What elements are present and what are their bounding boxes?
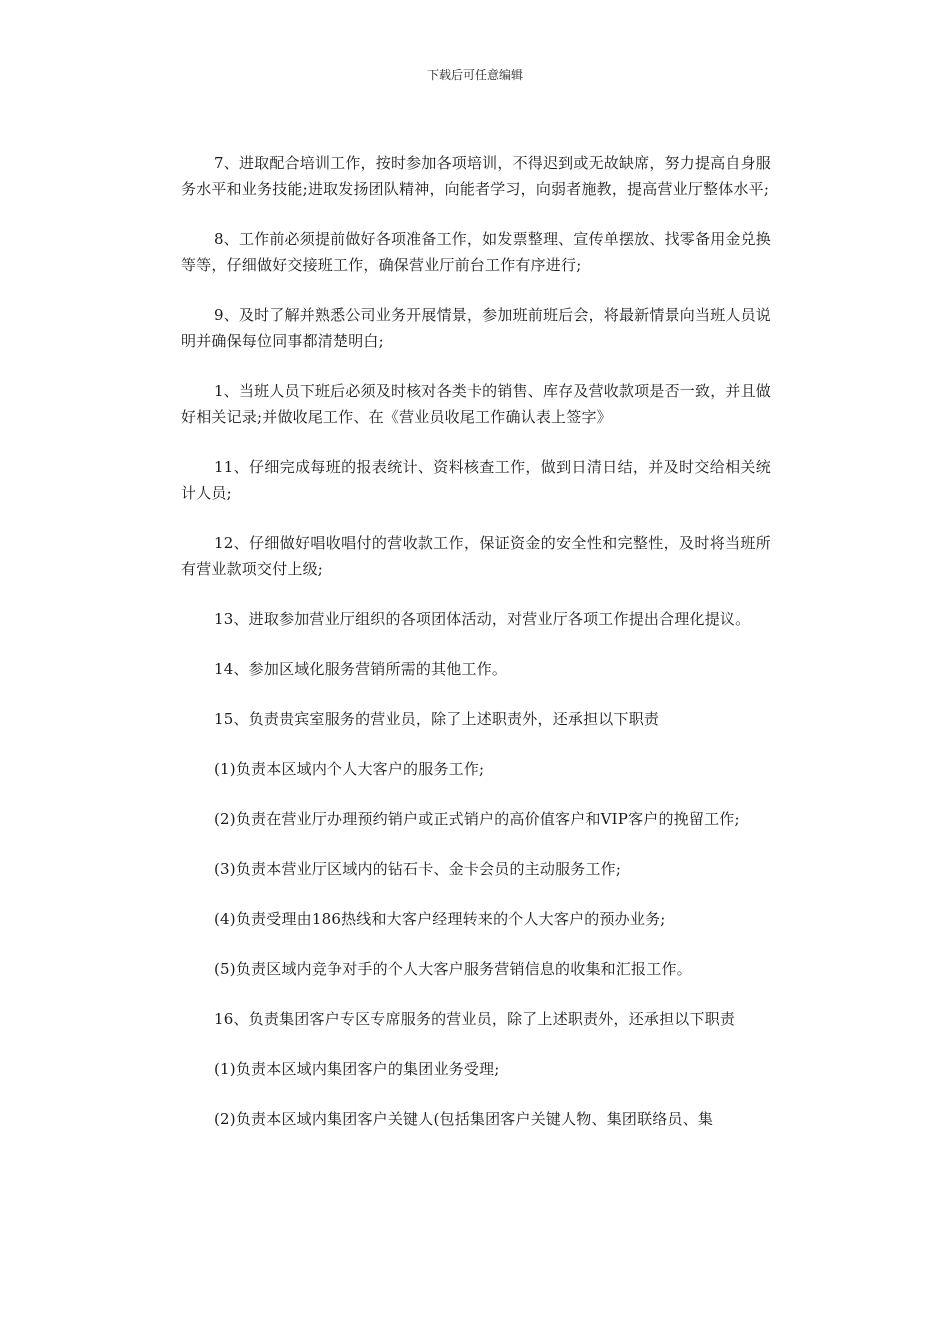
- sub-item-16-1: (1)负责本区域内集团客户的集团业务受理;: [214, 1060, 500, 1078]
- paragraph-item-7: 7、进取配合培训工作，按时参加各项培训，不得迟到或无故缺席，努力提高自身服务水平和业务技能;进取发扬团队精神，向能者学习，向弱者施教，提高营业厅整体水平;: [181, 154, 771, 198]
- sub-item-15-5: (5)负责区域内竞争对手的个人大客户服务营销信息的收集和汇报工作。: [214, 960, 692, 978]
- sub-item-15-2: (2)负责在营业厅办理预约销户或正式销户的高价值客户和VIP客户的挽留工作;: [214, 810, 740, 828]
- paragraph-item-15: 15、负责贵宾室服务的营业员，除了上述职责外，还承担以下职责: [214, 710, 660, 728]
- page-header: 下载后可任意编辑: [426, 68, 523, 82]
- paragraph-item-8: 8、工作前必须提前做好各项准备工作，如发票整理、宣传单摆放、找零备用金兑换等等，仔细做好交接班工作，确保营业厅前台工作有序进行;: [181, 230, 771, 274]
- sub-item-16-2: (2)负责本区域内集团客户关键人(包括集团客户关键人物、集团联络员、集: [214, 1110, 714, 1128]
- sub-item-15-3: (3)负责本营业厅区域内的钻石卡、金卡会员的主动服务工作;: [214, 860, 622, 878]
- paragraph-item-11: 11、仔细完成每班的报表统计、资料核查工作，做到日清日结，并及时交给相关统计人员;: [181, 458, 771, 502]
- paragraph-item-9: 9、及时了解并熟悉公司业务开展情景，参加班前班后会，将最新情景向当班人员说明并确保每位同事都清楚明白;: [181, 306, 771, 350]
- paragraph-item-16: 16、负责集团客户专区专席服务的营业员，除了上述职责外，还承担以下职责: [214, 1010, 736, 1028]
- sub-item-15-4: (4)负责受理由186热线和大客户经理转来的个人大客户的预办业务;: [214, 910, 666, 928]
- paragraph-item-14: 14、参加区域化服务营销所需的其他工作。: [214, 660, 508, 678]
- sub-item-15-1: (1)负责本区域内个人大客户的服务工作;: [214, 760, 485, 778]
- paragraph-item-12: 12、仔细做好唱收唱付的营收款工作，保证资金的安全性和完整性，及时将当班所有营业款项交付上级;: [181, 534, 771, 578]
- document-body: [181, 150, 771, 1156]
- paragraph-item-10: 1、当班人员下班后必须及时核对各类卡的销售、库存及营收款项是否一致，并且做好相关记录;并做收尾工作、在《营业员收尾工作确认表上签字》: [181, 382, 771, 426]
- paragraph-item-13: 13、进取参加营业厅组织的各项团体活动，对营业厅各项工作提出合理化提议。: [214, 610, 751, 628]
